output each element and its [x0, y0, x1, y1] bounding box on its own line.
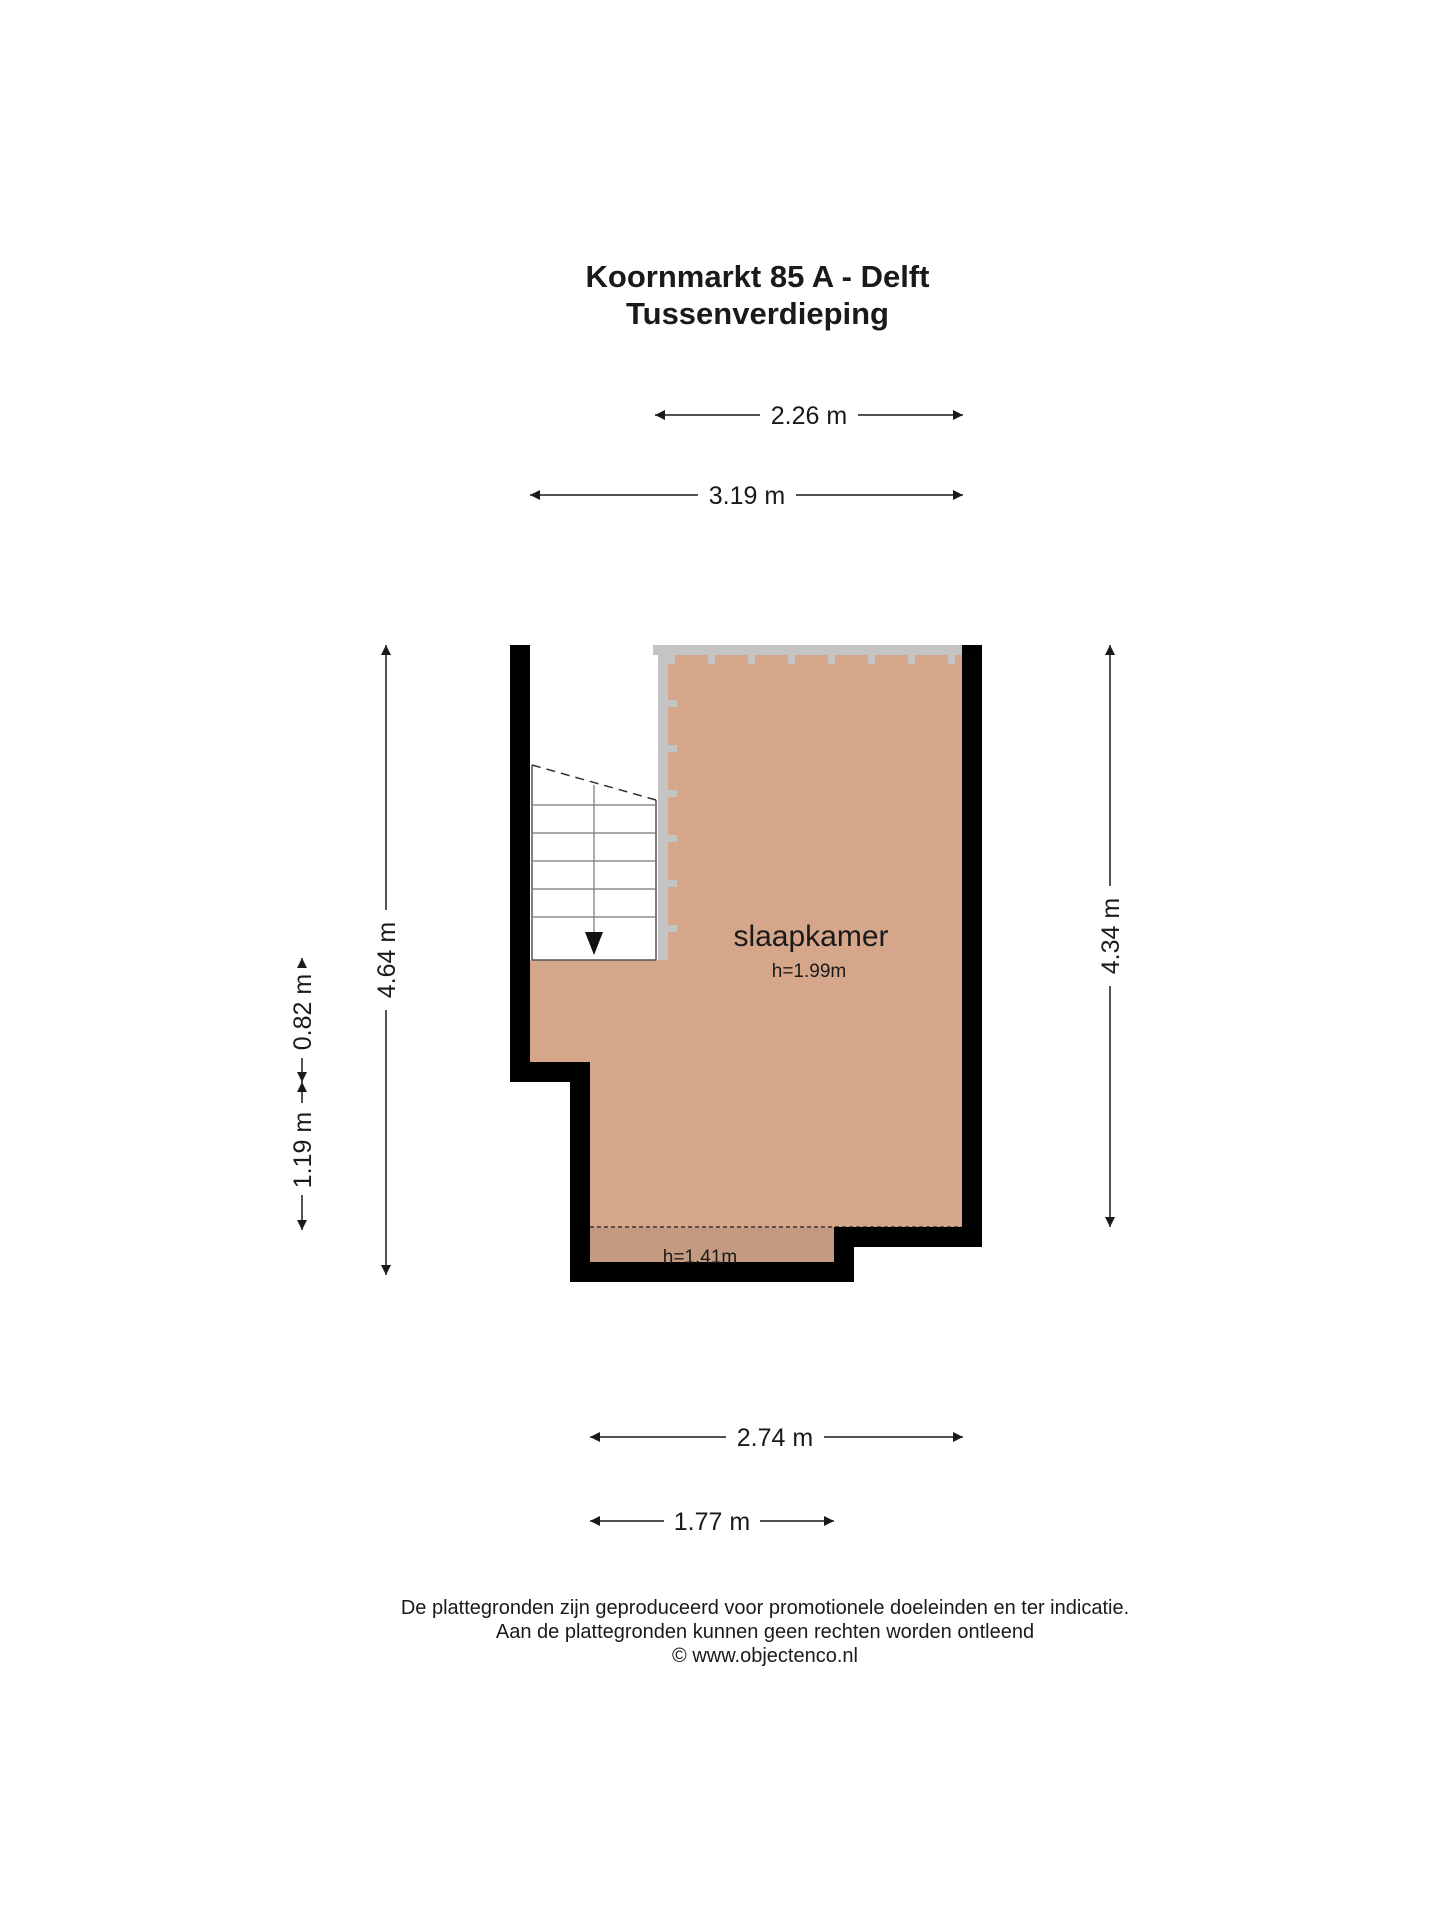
disclaimer-line: Aan de plattegronden kunnen geen rechten worden ontleend — [495, 1621, 1035, 1643]
plan-title: Koornmarkt 85 A - Delft — [585, 259, 930, 294]
dimension-top-outer — [530, 482, 963, 510]
disclaimer-line: De plattegronden zijn geproduceerd voor promotionele doeleinden en ter indicatie. — [400, 1597, 1130, 1619]
low-zone-height: h=1.41m — [662, 1247, 738, 1268]
dimension-bottom-outer — [590, 1424, 963, 1452]
dimension-label: 4.64 m — [373, 921, 401, 999]
dimension-label: 3.19 m — [708, 482, 786, 510]
disclaimer — [0, 1596, 1440, 1668]
dimension-left-upper — [289, 958, 317, 1082]
dimension-label: 1.19 m — [289, 1111, 317, 1189]
dimension-label: 0.82 m — [289, 973, 317, 1051]
dimension-top-inner — [655, 402, 963, 430]
room-name: slaapkamer — [733, 920, 889, 953]
dimension-label: 2.74 m — [736, 1424, 814, 1452]
copyright-link: © www.objectenco.nl — [672, 1645, 858, 1667]
dimension-bottom-inner — [590, 1508, 834, 1536]
staircase — [532, 765, 656, 960]
room-height: h=1.99m — [771, 961, 847, 982]
dimension-left-total — [373, 645, 401, 1275]
dimension-label: 1.77 m — [673, 1508, 751, 1536]
floor-name: Tussenverdieping — [626, 296, 889, 331]
dimension-right — [1097, 645, 1125, 1227]
dimension-label: 4.34 m — [1097, 897, 1125, 975]
dimension-label: 2.26 m — [770, 402, 848, 430]
dimension-left-lower — [289, 1082, 317, 1230]
